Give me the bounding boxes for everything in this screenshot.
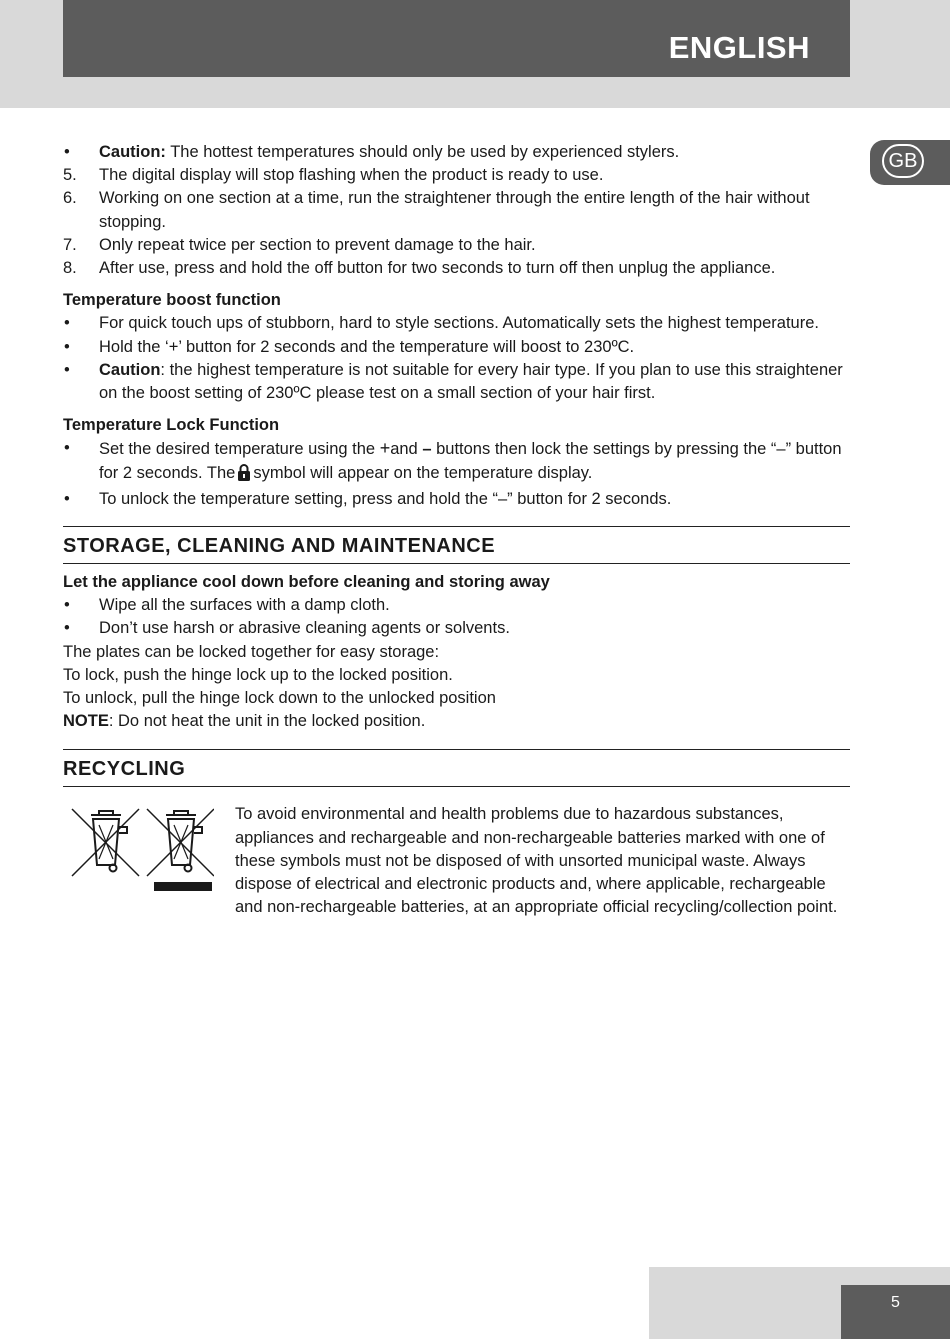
list-item-text: symbol will appear on the temperature display. bbox=[253, 463, 593, 482]
storage-line: The plates can be locked together for easy storage: bbox=[63, 642, 440, 661]
plus-symbol: + bbox=[379, 438, 391, 459]
step-number: 5. bbox=[63, 166, 77, 185]
caution-label: Caution bbox=[99, 360, 161, 379]
list-item-text: : the highest temperature is not suitable for every hair type. If you plan to use this straightener on the boost setting of 230ºC please test on a small section of your hair first. bbox=[99, 360, 843, 403]
page-number: 5 bbox=[891, 1294, 900, 1311]
list-item-text: buttons then lock the settings by pressing the “–” button for 2 seconds. The bbox=[99, 440, 842, 482]
lock-heading: Temperature Lock Function bbox=[63, 416, 280, 435]
list-item-text: The hottest temperatures should only be used by experienced stylers. bbox=[165, 143, 680, 161]
lock-icon bbox=[237, 463, 251, 488]
note-text: : Do not heat the unit in the locked position. bbox=[108, 712, 426, 731]
bullet-marker: • bbox=[64, 619, 70, 638]
step-number: 8. bbox=[63, 259, 77, 278]
list-item bbox=[63, 617, 850, 640]
bullet-marker: • bbox=[64, 143, 70, 161]
storage-note bbox=[63, 710, 850, 733]
list-item bbox=[63, 312, 850, 335]
list-item bbox=[63, 488, 850, 511]
storage-line: To lock, push the hinge lock up to the locked position. bbox=[63, 665, 453, 684]
list-item bbox=[63, 234, 850, 257]
list-item bbox=[63, 187, 850, 233]
bullet-marker: • bbox=[64, 337, 70, 356]
manual-content bbox=[63, 141, 850, 943]
language-title: ENGLISH bbox=[668, 30, 810, 65]
list-item-text: and bbox=[390, 440, 418, 459]
list-item-text: Only repeat twice per section to prevent damage to the hair. bbox=[99, 235, 536, 254]
list-item-text: To unlock the temperature setting, press and hold the “–” button for 2 seconds. bbox=[99, 489, 672, 508]
list-item-text: The digital display will stop flashing when the product is ready to use. bbox=[99, 166, 604, 185]
list-item bbox=[63, 437, 850, 487]
list-item bbox=[63, 594, 850, 617]
page-number-box bbox=[841, 1285, 950, 1339]
recycling-text: To avoid environmental and health problems due to hazardous substances, appliances and rechargeable and non-rechargeable batteries marked with one of these symbols must not be disposed of with unsorted municipal waste. Always dispose of electrical and electronic products and, where applicable, rechargeable and non-rechargeable batteries, at an appropriate official recycling/collection point. bbox=[235, 805, 838, 917]
crossed-bin-bar-icon bbox=[147, 809, 214, 891]
minus-symbol: – bbox=[422, 440, 432, 459]
list-item bbox=[63, 336, 850, 359]
recycling-symbols bbox=[69, 803, 214, 905]
list-item-text: Working on one section at a time, run the straightener through the entire length of the hair without stopping. bbox=[99, 189, 810, 231]
crossed-bin-icons-svg bbox=[69, 803, 214, 898]
bullet-marker: • bbox=[64, 360, 70, 379]
step-number: 7. bbox=[63, 235, 77, 254]
list-item-text: After use, press and hold the off button for two seconds to turn off then unplug the appliance. bbox=[99, 259, 776, 278]
storage-line: To unlock, pull the hinge lock down to the unlocked position bbox=[63, 689, 496, 708]
recycling-block bbox=[63, 803, 850, 943]
list-item-text: Set the desired temperature using the bbox=[99, 440, 376, 459]
list-item-text: Hold the ‘+’ button for 2 seconds and the temperature will boost to 230ºC. bbox=[99, 337, 635, 356]
list-item bbox=[63, 359, 850, 405]
bullet-marker: • bbox=[64, 596, 70, 615]
country-tab bbox=[870, 140, 950, 185]
crossed-bin-icon bbox=[72, 809, 139, 876]
list-item bbox=[63, 257, 850, 280]
note-label: NOTE bbox=[63, 712, 109, 731]
caution-label: Caution: bbox=[99, 143, 166, 161]
bullet-marker: • bbox=[64, 314, 70, 333]
step-number: 6. bbox=[63, 189, 77, 208]
recycling-heading: RECYCLING bbox=[63, 749, 850, 787]
bullet-marker: • bbox=[64, 439, 70, 458]
boost-heading: Temperature boost function bbox=[63, 291, 281, 310]
list-item-text: For quick touch ups of stubborn, hard to style sections. Automatically sets the highest temperature. bbox=[99, 314, 819, 333]
country-code: GB bbox=[882, 144, 924, 178]
list-item bbox=[63, 141, 850, 164]
list-item bbox=[63, 164, 850, 187]
bullet-marker: • bbox=[64, 489, 70, 508]
list-item-text: Don’t use harsh or abrasive cleaning agents or solvents. bbox=[99, 619, 510, 638]
language-bar bbox=[63, 0, 850, 77]
storage-subheading: Let the appliance cool down before cleaning and storing away bbox=[63, 573, 550, 592]
list-item-text: Wipe all the surfaces with a damp cloth. bbox=[99, 596, 390, 615]
storage-heading: STORAGE, CLEANING AND MAINTENANCE bbox=[63, 526, 850, 564]
